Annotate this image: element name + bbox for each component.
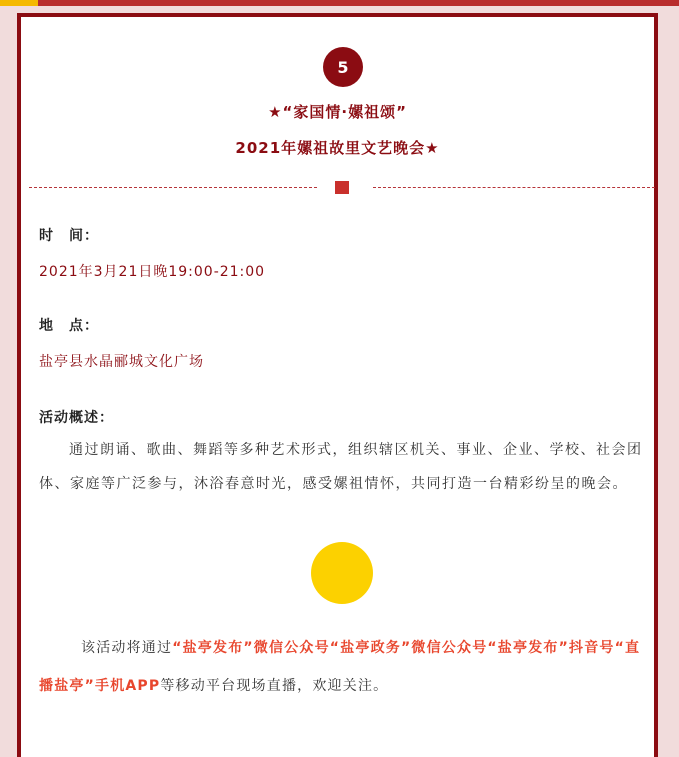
divider-right xyxy=(373,187,655,188)
platform-list: “盐亭发布”微信公众号“盐亭政务”微信公众号“盐亭发布”抖音号“直播盐亭”手机APP xyxy=(39,640,641,694)
place-value: 盐亭县水晶郦城文化广场 xyxy=(39,354,204,370)
divider-left xyxy=(29,187,317,188)
content-frame xyxy=(17,13,658,757)
event-title-line2: 2021年嫘祖故里文艺晚会★ xyxy=(235,139,440,157)
time-label: 时 间： xyxy=(39,228,99,244)
decor-circle xyxy=(311,542,373,604)
overview-text: 通过朗诵、歌曲、舞蹈等多种艺术形式，组织辖区机关、事业、企业、学校、社会团体、家庭等广泛参与，沐浴春意时光，感受嫘祖情怀，共同打造一台精彩纷呈的晚会。 xyxy=(39,442,643,492)
section-number-badge: 5 xyxy=(323,47,363,87)
divider-square-icon xyxy=(335,181,349,194)
overview-label: 活动概述： xyxy=(39,410,114,426)
top-decor-accent xyxy=(0,0,38,6)
top-decor-strip xyxy=(0,0,679,6)
live-text-2: 等移动平台现场直播，欢迎关注。 xyxy=(160,678,389,694)
live-text-1: 该活动将通过 xyxy=(81,640,173,656)
event-title-line1: ★“家国情·嫘祖颂” xyxy=(268,103,407,121)
time-value: 2021年3月21日晚19:00-21:00 xyxy=(39,264,266,280)
place-label: 地 点： xyxy=(39,318,99,334)
live-broadcast-notice xyxy=(39,629,649,705)
